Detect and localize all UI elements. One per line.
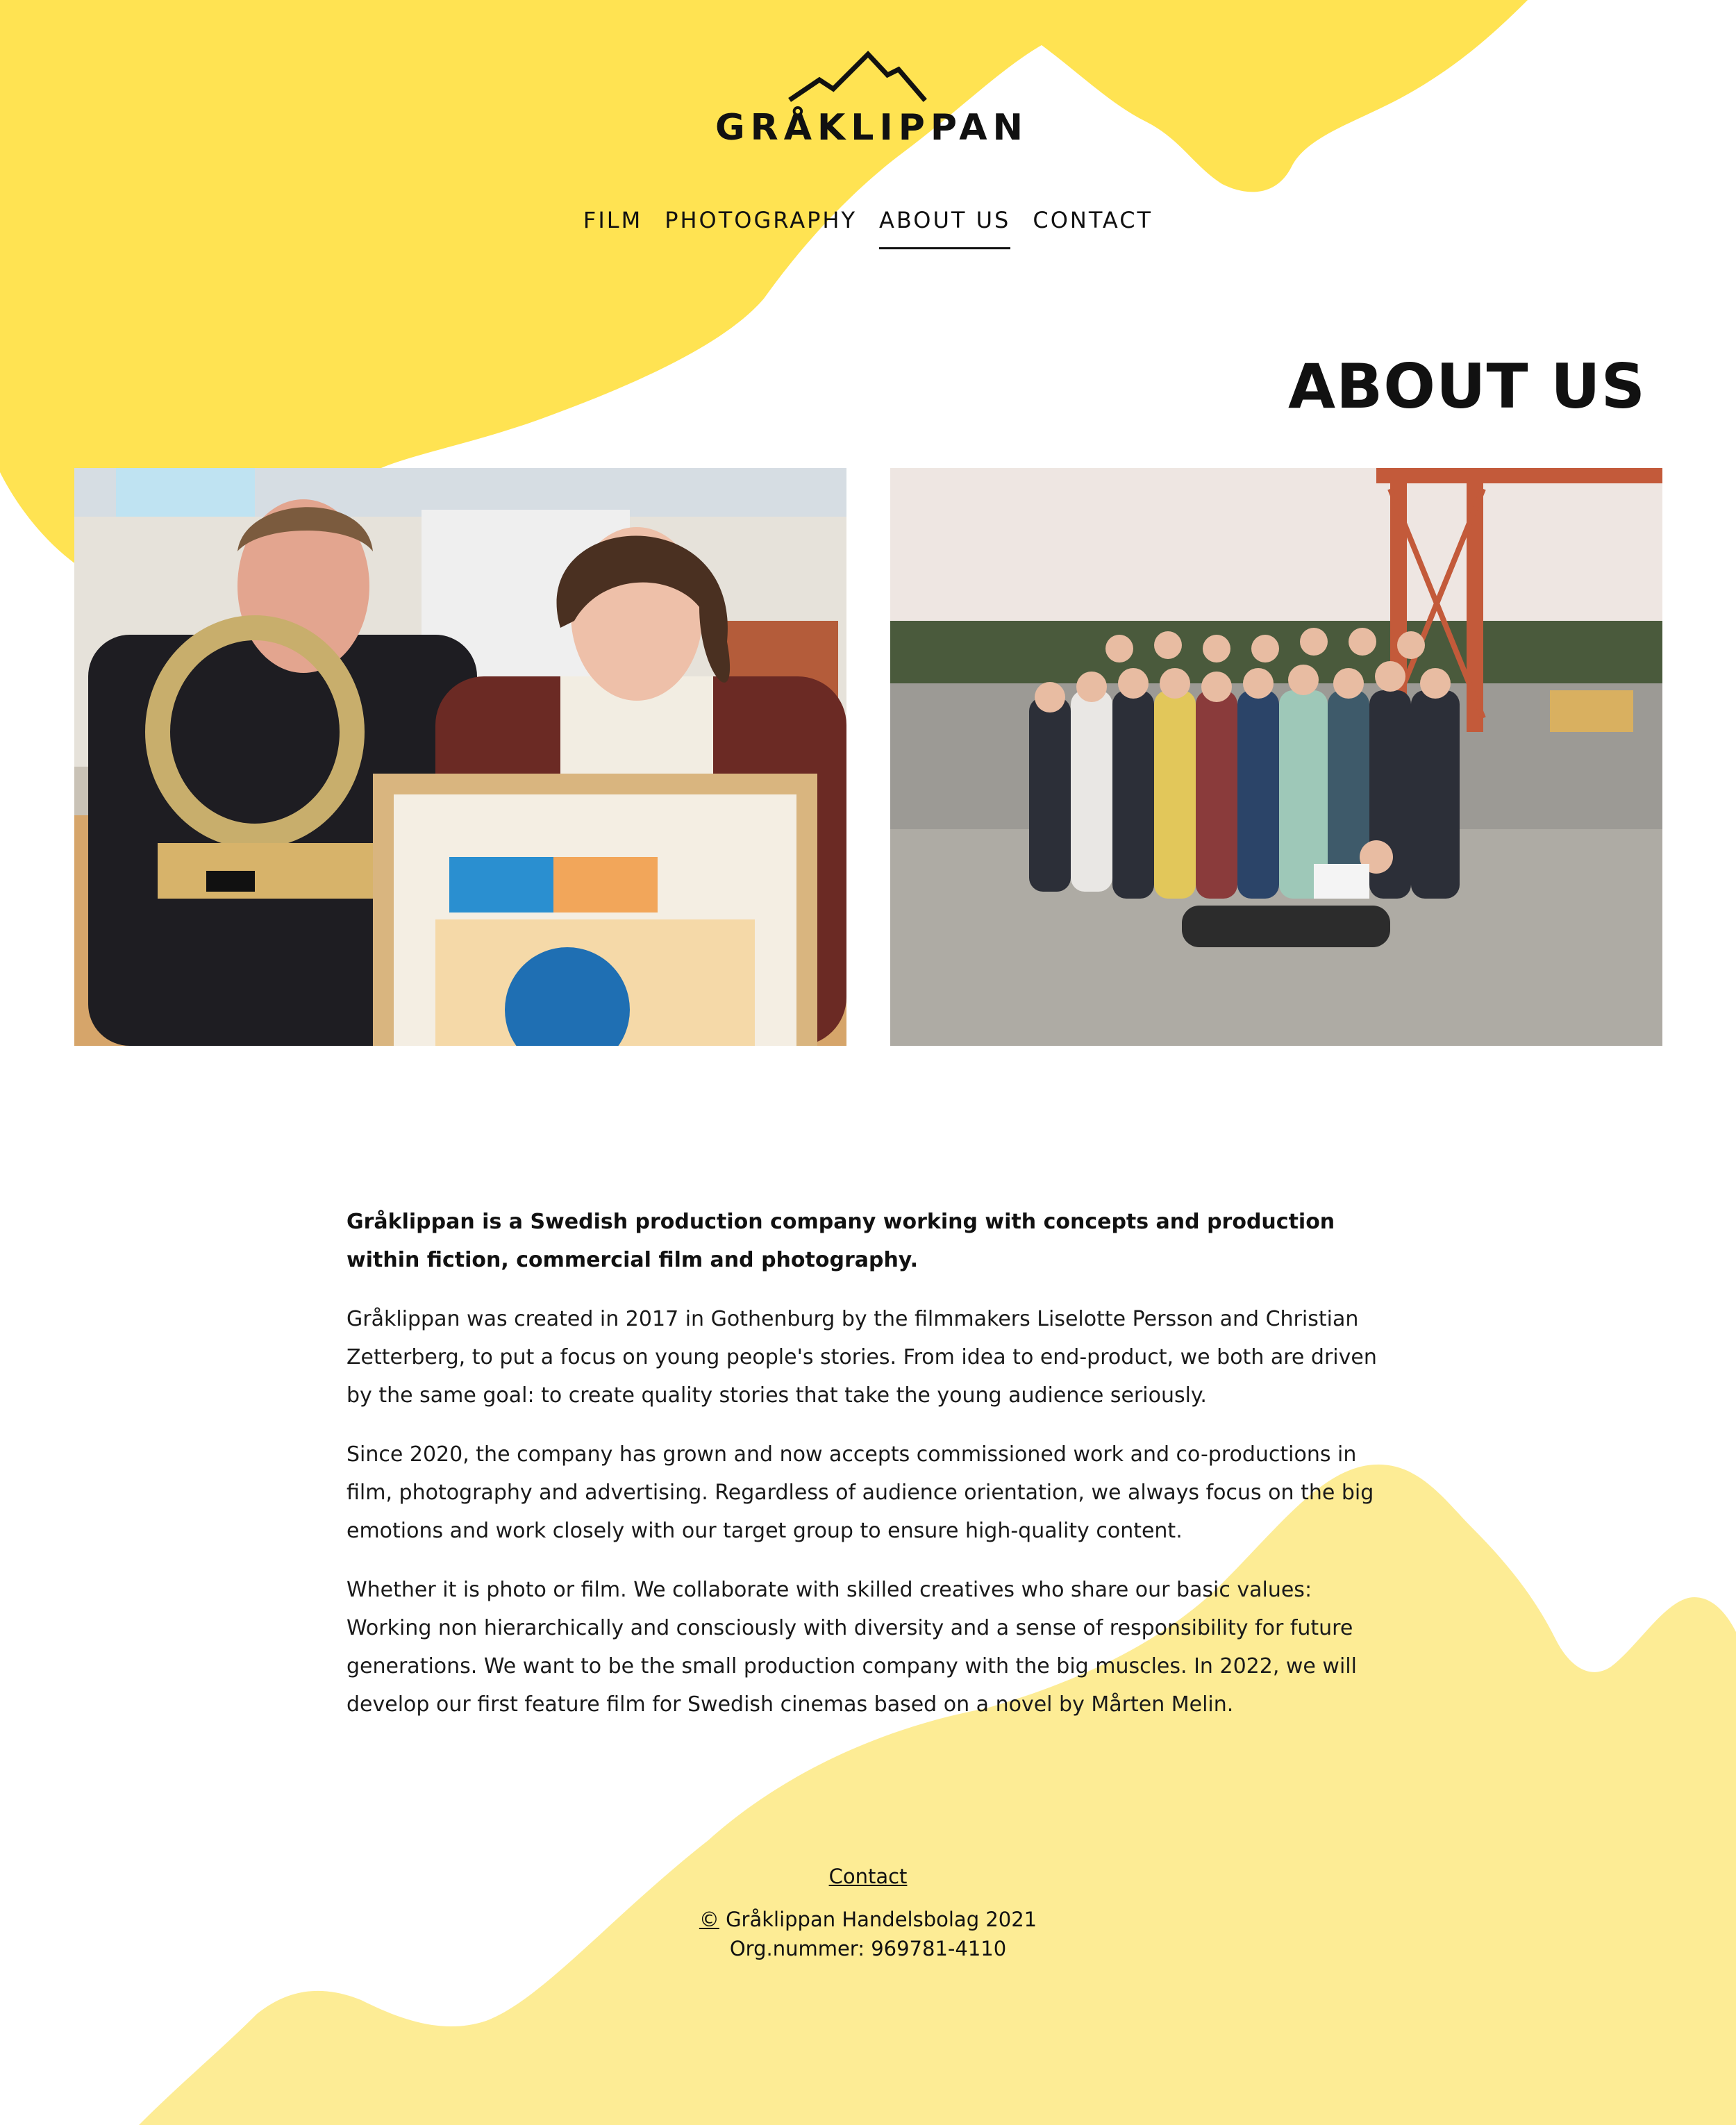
about-paragraph-3: Whether it is photo or film. We collaborate with skilled creatives who share our basic values: Working non hierarchically and consciously with diversity and a sense of responsibility for future generations. We want to be the small production company with the big muscles. In 2022, we will develop our first feature film for Swedish cinemas based on a novel by Mårten Melin. (347, 1578, 1357, 1717)
brand-name: GRÅKLIPPAN (715, 107, 1028, 149)
nav-item-about-us[interactable]: ABOUT US (879, 207, 1010, 249)
page-title: ABOUT US (1288, 351, 1646, 422)
about-content (347, 1203, 1381, 1744)
about-paragraph-2: Since 2020, the company has grown and now accepts commissioned work and co-productions in film, photography and advertising. Regardless of audience orientation, we always focus on the big emotions and work closely with our target group to ensure high-quality content. (347, 1442, 1374, 1543)
about-lead: Gråklippan is a Swedish production company working with concepts and production within fiction, commercial film and photography. (347, 1210, 1335, 1272)
main-nav (0, 207, 1736, 249)
nav-item-film[interactable]: FILM (583, 207, 643, 233)
footer (0, 1865, 1736, 1960)
award-photo (74, 468, 846, 1046)
crew-photo (890, 468, 1662, 1046)
brand-logo[interactable] (715, 49, 1028, 160)
nav-item-photography[interactable]: PHOTOGRAPHY (665, 207, 857, 233)
mountain-logo-icon (771, 49, 951, 104)
footer-company: Gråklippan Handelsbolag 2021 (726, 1908, 1037, 1931)
copyright-icon: © (699, 1908, 719, 1931)
about-paragraph-1: Gråklippan was created in 2017 in Gothenburg by the filmmakers Liselotte Persson and Christian Zetterberg, to put a focus on young people's stories. From idea to end-product, we both are driven by the same goal: to create quality stories that take the young audience seriously. (347, 1307, 1377, 1408)
nav-item-contact[interactable]: CONTACT (1033, 207, 1153, 233)
footer-org-number: Org.nummer: 969781-4110 (729, 1937, 1007, 1960)
footer-copyright (0, 1908, 1736, 1931)
footer-contact-link[interactable]: Contact (828, 1865, 908, 1888)
